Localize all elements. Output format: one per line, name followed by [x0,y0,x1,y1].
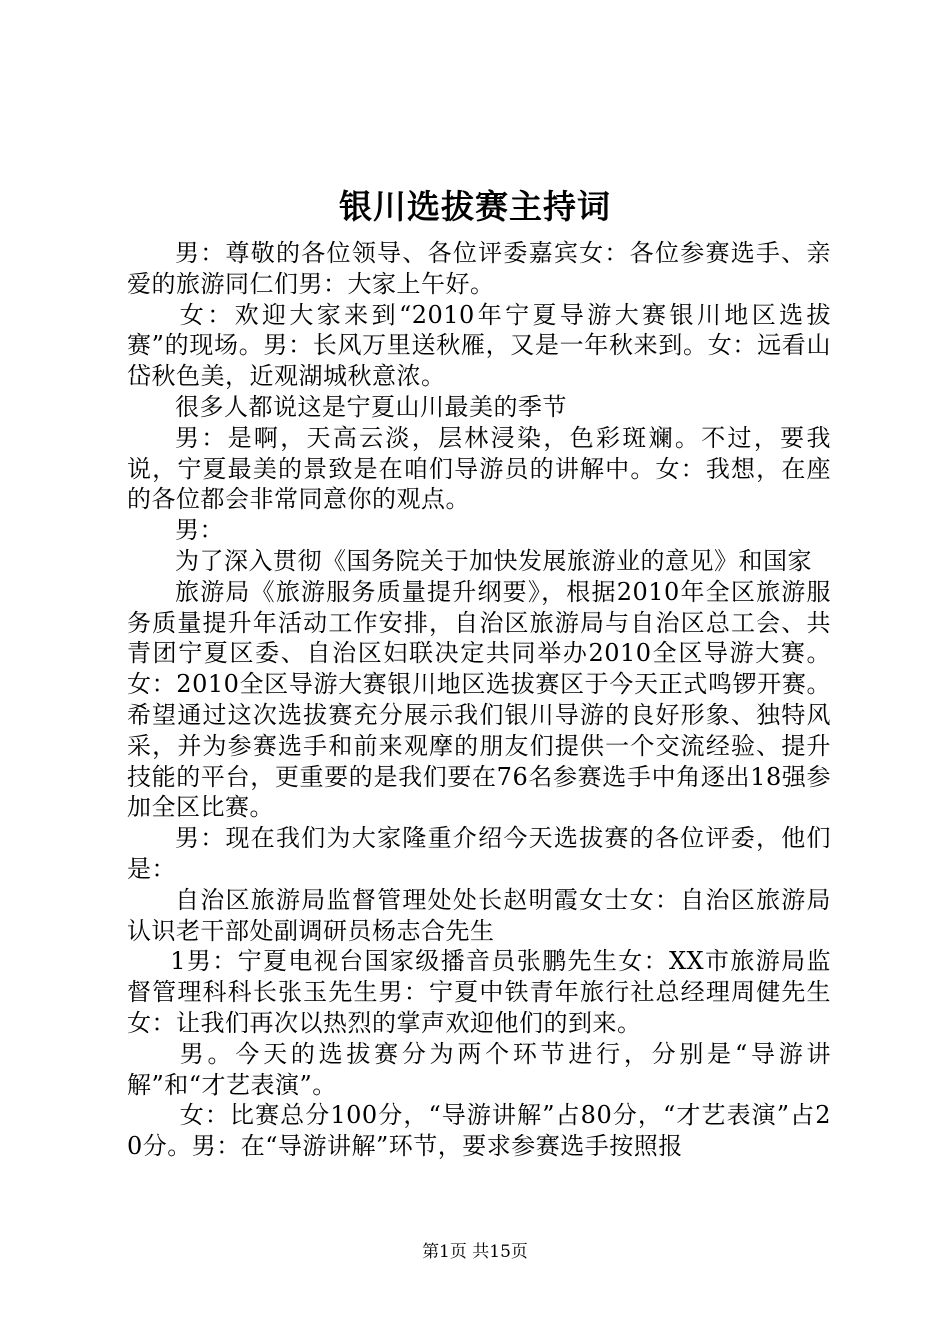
paragraph: 为了深入贯彻《国务院关于加快发展旅游业的意见》和国家 [175,546,812,575]
paragraph: 男：尊敬的各位领导、各位评委嘉宾女：各位参赛选手、亲爱的旅游同仁们男：大家上午好。 [127,239,831,298]
page-number-footer: 第1页 共15页 [422,1242,528,1262]
paragraph: 男：现在我们为大家隆重介绍今天选拔赛的各位评委，他们是： [127,824,831,883]
paragraph: 很多人都说这是宁夏山川最美的季节 [175,392,567,421]
paragraph: 女：欢迎大家来到“2010年宁夏导游大赛银川地区选拔赛”的现场。男：长风万里送秋雁，又是一年秋来到。女：远看山岱秋色美，近观湖城秋意浓。 [127,300,831,391]
paragraph: 自治区旅游局监督管理处处长赵明霞女士女：自治区旅游局认识老干部处副调研员杨志合先生 [127,885,831,945]
paragraph: 男： [175,516,224,545]
paragraph: 男：是啊，天高云淡，层林浸染，色彩斑斓。不过，要我说，宁夏最美的景致是在咱们导游员的讲解中。女：我想，在座的各位都会非常同意你的观点。 [127,423,831,514]
document-title: 银川选拔赛主持词 [339,187,611,226]
paragraph: 1男：宁夏电视台国家级播音员张鹏先生女：XX市旅游局监督管理科科长张玉先生男：宁夏中铁青年旅行社总经理周健先生女：让我们再次以热烈的掌声欢迎他们的到来。 [127,947,831,1037]
paragraph: 旅游局《旅游服务质量提升纲要》，根据2010年全区旅游服务质量提升年活动工作安排，自治区旅游局与自治区总工会、共青团宁夏区委、自治区妇联决定共同举办2010全区导游大赛。女：2010全区导游大赛银川地区选拔赛区于今天正式鸣锣开赛。希望通过这次选拔赛充分展示我们银川导游的良好形象、独特风采，并为参赛选手和前来观摩的朋友们提供一个交流经验、提升技能的平台，更重要的是我们要在76名参赛选手中角逐出18强参加全区比赛。 [127,577,831,822]
paragraph: 男。今天的选拔赛分为两个环节进行，分别是“导游讲解”和“才艺表演”。 [127,1039,831,1099]
document-body [127,238,831,1162]
paragraph: 女：比赛总分100分，“导游讲解”占80分，“才艺表演”占20分。男：在“导游讲解”环节，要求参赛选手按照报 [127,1101,831,1161]
